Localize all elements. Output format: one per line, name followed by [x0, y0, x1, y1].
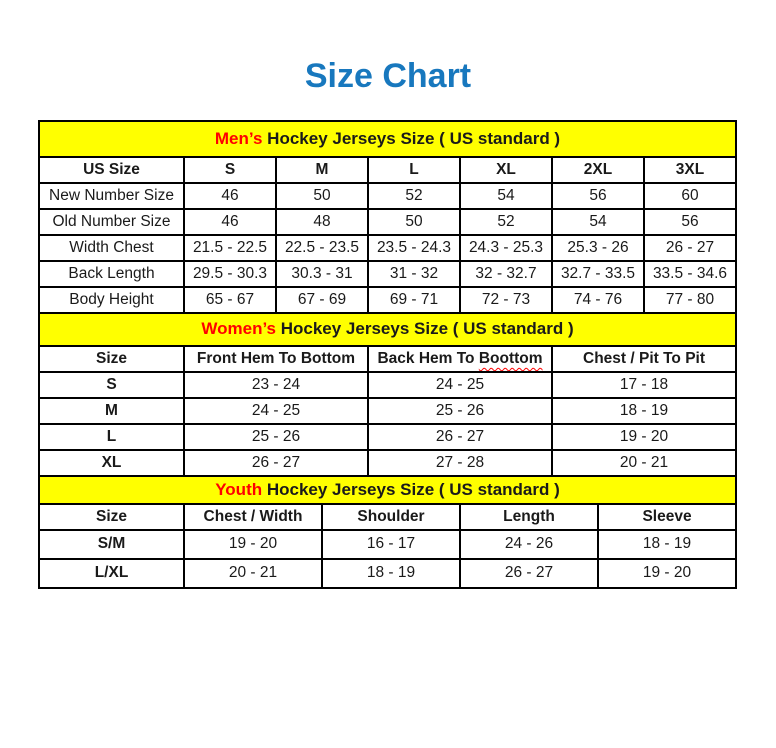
table-cell: 72 - 73 [460, 287, 552, 313]
womens-section-title [39, 313, 736, 346]
table-row [39, 424, 736, 450]
table-cell: 18 - 19 [552, 398, 736, 424]
table-cell: 67 - 69 [276, 287, 368, 313]
table-cell: 16 - 17 [322, 530, 460, 559]
row-label: Body Height [39, 287, 184, 313]
table-cell: 18 - 19 [598, 530, 736, 559]
youth-size-table [38, 475, 737, 589]
column-header: Length [460, 504, 598, 530]
womens-size-table [38, 312, 737, 477]
column-header: Front Hem To Bottom [184, 346, 368, 372]
column-header-row [39, 346, 736, 372]
youth-table-body [39, 504, 736, 588]
table-cell: 46 [184, 209, 276, 235]
table-row [39, 372, 736, 398]
table-cell: 25 - 26 [184, 424, 368, 450]
column-header: 2XL [552, 157, 644, 183]
column-header: US Size [39, 157, 184, 183]
column-header-row [39, 157, 736, 183]
table-cell: 20 - 21 [184, 559, 322, 588]
misspelled-word: Boottom [478, 349, 543, 367]
table-cell: 32.7 - 33.5 [552, 261, 644, 287]
column-header: Size [39, 346, 184, 372]
table-cell: 23.5 - 24.3 [368, 235, 460, 261]
row-label: XL [39, 450, 184, 476]
youth-section-title [39, 476, 736, 504]
row-label: Back Length [39, 261, 184, 287]
table-cell: 50 [368, 209, 460, 235]
table-cell: 19 - 20 [552, 424, 736, 450]
table-cell: 54 [552, 209, 644, 235]
table-cell: 20 - 21 [552, 450, 736, 476]
womens-section-header-row [39, 313, 736, 346]
table-cell: 74 - 76 [552, 287, 644, 313]
table-cell: 26 - 27 [460, 559, 598, 588]
table-cell: 56 [552, 183, 644, 209]
womens-section-accent: Women’s [201, 319, 276, 339]
column-header: Chest / Pit To Pit [552, 346, 736, 372]
size-tables-container [38, 120, 736, 589]
table-cell: 19 - 20 [598, 559, 736, 588]
table-cell: 30.3 - 31 [276, 261, 368, 287]
table-cell: 24 - 26 [460, 530, 598, 559]
column-header: Back Hem To Boottom [368, 346, 552, 372]
table-cell: 33.5 - 34.6 [644, 261, 736, 287]
row-label: New Number Size [39, 183, 184, 209]
table-cell: 60 [644, 183, 736, 209]
table-cell: 56 [644, 209, 736, 235]
row-label: L/XL [39, 559, 184, 588]
table-row [39, 530, 736, 559]
table-cell: 23 - 24 [184, 372, 368, 398]
mens-section-title-text: Hockey Jerseys Size ( US standard ) [267, 128, 561, 148]
row-label: M [39, 398, 184, 424]
table-cell: 50 [276, 183, 368, 209]
column-header-row [39, 504, 736, 530]
table-cell: 54 [460, 183, 552, 209]
table-cell: 25 - 26 [368, 398, 552, 424]
mens-table-body [39, 157, 736, 313]
womens-section-title-text: Hockey Jerseys Size ( US standard ) [280, 319, 574, 339]
table-cell: 26 - 27 [644, 235, 736, 261]
table-cell: 21.5 - 22.5 [184, 235, 276, 261]
column-header: M [276, 157, 368, 183]
table-row [39, 450, 736, 476]
row-label: Width Chest [39, 235, 184, 261]
table-row [39, 209, 736, 235]
table-cell: 48 [276, 209, 368, 235]
table-cell: 31 - 32 [368, 261, 460, 287]
mens-section-accent: Men’s [214, 128, 263, 148]
table-cell: 65 - 67 [184, 287, 276, 313]
table-row [39, 261, 736, 287]
table-row [39, 559, 736, 588]
table-cell: 52 [460, 209, 552, 235]
table-cell: 17 - 18 [552, 372, 736, 398]
table-cell: 19 - 20 [184, 530, 322, 559]
column-header: S [184, 157, 276, 183]
table-cell: 25.3 - 26 [552, 235, 644, 261]
size-chart-page [0, 56, 776, 589]
youth-section-header-row [39, 476, 736, 504]
table-cell: 32 - 32.7 [460, 261, 552, 287]
table-row [39, 235, 736, 261]
row-label: S/M [39, 530, 184, 559]
table-cell: 22.5 - 23.5 [276, 235, 368, 261]
row-label: Old Number Size [39, 209, 184, 235]
mens-section-header-row [39, 121, 736, 157]
table-cell: 46 [184, 183, 276, 209]
table-cell: 24 - 25 [368, 372, 552, 398]
youth-section-title-text: Hockey Jerseys Size ( US standard ) [266, 479, 560, 499]
womens-table-body [39, 346, 736, 476]
column-header: Size [39, 504, 184, 530]
table-cell: 24 - 25 [184, 398, 368, 424]
page-title: Size Chart [304, 57, 472, 95]
mens-section-title [39, 121, 736, 157]
column-header: Chest / Width [184, 504, 322, 530]
table-cell: 24.3 - 25.3 [460, 235, 552, 261]
row-label: S [39, 372, 184, 398]
table-cell: 52 [368, 183, 460, 209]
table-cell: 29.5 - 30.3 [184, 261, 276, 287]
column-header: Shoulder [322, 504, 460, 530]
table-cell: 69 - 71 [368, 287, 460, 313]
table-cell: 26 - 27 [368, 424, 552, 450]
column-header: 3XL [644, 157, 736, 183]
table-row [39, 287, 736, 313]
mens-size-table [38, 120, 737, 314]
table-row [39, 183, 736, 209]
column-header: XL [460, 157, 552, 183]
table-cell: 77 - 80 [644, 287, 736, 313]
column-header: Sleeve [598, 504, 736, 530]
table-cell: 18 - 19 [322, 559, 460, 588]
row-label: L [39, 424, 184, 450]
column-header: L [368, 157, 460, 183]
table-row [39, 398, 736, 424]
youth-section-accent: Youth [215, 479, 263, 499]
table-cell: 26 - 27 [184, 450, 368, 476]
table-cell: 27 - 28 [368, 450, 552, 476]
